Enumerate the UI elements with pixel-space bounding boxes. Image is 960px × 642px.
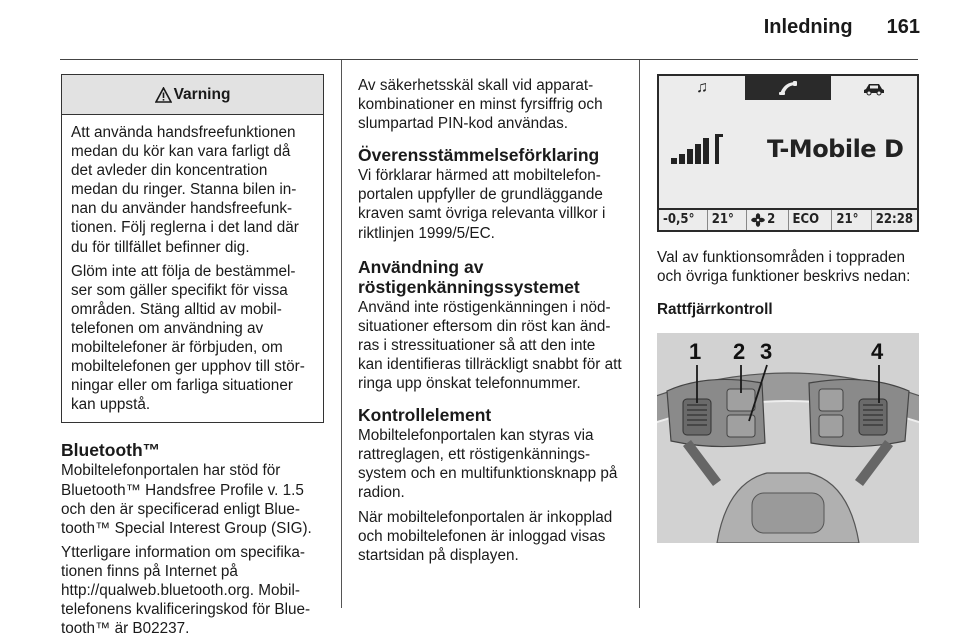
phone-icon bbox=[745, 76, 831, 100]
page-number: 161 bbox=[886, 16, 920, 38]
warning-paragraph: Glöm inte att följa de bestämmel-ser som gäller specifikt för vissa områden. Stäng alltid av mobil-telefonen om användning av mobiltelefoner är förbjuden, om mobiltelefonen ger upphov till stör-ningar eller om farliga situationer kan uppstå. bbox=[71, 262, 305, 414]
bluetooth-heading: Bluetooth™ bbox=[61, 440, 161, 461]
bluetooth-paragraph: Mobiltelefonportalen har stöd för Bluetooth™ Handsfree Profile v. 1.5 och den är specificerad enligt Blue-tooth™ Special Interest Group (SIG). bbox=[61, 462, 312, 537]
callout-label: 4 bbox=[871, 339, 884, 365]
chapter-title: Inledning bbox=[763, 16, 853, 38]
clock: 22:28 bbox=[871, 210, 913, 229]
music-note-icon: ♫ bbox=[696, 79, 708, 97]
display-caption: Val av funktionsområden i toppraden och övriga funktioner beskrivs nedan: bbox=[657, 249, 911, 286]
phone-display-illustration bbox=[657, 74, 919, 232]
fan-level-value: 2 bbox=[767, 212, 776, 228]
column-2 bbox=[358, 76, 623, 570]
car-icon bbox=[831, 76, 917, 100]
warning-body bbox=[62, 115, 323, 422]
steering-wheel-illustration bbox=[657, 333, 919, 543]
pin-paragraph: Av säkerhetsskäl skall vid apparat-kombinationer en minst fyrsiffrig och slumpartad PIN-kod användas. bbox=[358, 77, 603, 133]
display-tab-bar bbox=[659, 76, 917, 100]
right-temperature: 21° bbox=[831, 210, 858, 229]
bluetooth-paragraph: Ytterligare information om specifika-tionen finns på Internet på http://qualweb.bluetooth.org. Mobil-telefonens kvalificeringskod för Blue-tooth™ är B02237. bbox=[61, 543, 311, 638]
conformity-heading: Överensstämmelseförklaring bbox=[358, 145, 600, 166]
display-status-bar bbox=[659, 208, 917, 230]
column-1 bbox=[61, 74, 324, 642]
controls-paragraph: Mobiltelefonportalen kan styras via rattreglagen, ett röstigenkännings-system och en multifunktionsknapp på radion. bbox=[358, 427, 618, 502]
controls-paragraph: När mobiltelefonportalen är inkopplad och mobiltelefonen är inloggad visas startsidan på displayen. bbox=[358, 508, 613, 564]
header-rule bbox=[60, 59, 918, 60]
climate-mode: ECO bbox=[788, 210, 820, 229]
warning-header bbox=[62, 75, 323, 115]
conformity-paragraph: Vi förklarar härmed att mobiltelefon-portalen uppfyller de grundläggande kraven samt övriga relevanta villkor i riktlinjen 1999/5/EC. bbox=[358, 167, 606, 242]
network-provider: T-Mobile D bbox=[767, 135, 904, 163]
warning-box bbox=[61, 74, 324, 423]
outside-temperature: -0,5° bbox=[663, 212, 695, 228]
controls-heading: Kontrollelement bbox=[358, 405, 492, 426]
fan-icon bbox=[751, 213, 765, 227]
display-screen bbox=[659, 76, 917, 230]
wheel-heading: Rattfjärrkontroll bbox=[657, 301, 773, 319]
left-temperature: 21° bbox=[707, 210, 734, 229]
voice-heading: Användning av röstigenkänningssystemet bbox=[358, 256, 580, 297]
callout-label: 3 bbox=[760, 339, 773, 365]
warning-title: Varning bbox=[173, 85, 231, 103]
fan-level bbox=[746, 210, 775, 229]
column-3 bbox=[657, 74, 919, 543]
steering-wheel-drawing bbox=[657, 333, 919, 543]
callout-label: 1 bbox=[689, 339, 702, 365]
page-header bbox=[764, 16, 920, 52]
warning-triangle-icon bbox=[155, 87, 172, 103]
voice-paragraph: Använd inte röstigenkänningen i nöd-situationer eftersom din röst kan änd-ras i stressituationer så att den inte kan identifieras tillräckligt snabbt för att ringa upp önskat telefonnummer. bbox=[358, 298, 622, 393]
signal-strength-icon bbox=[671, 124, 731, 168]
column-divider-2 bbox=[639, 60, 640, 608]
column-divider-1 bbox=[341, 60, 342, 608]
warning-paragraph: Att använda handsfreefunktionen medan du kör kan vara farligt då det avleder din koncentration medan du ringer. Stanna bilen in-nan du använder handsfreefunk-tionen. Följ reglerna i det land där du för tillfället befinner dig. bbox=[71, 124, 299, 256]
callout-label: 2 bbox=[733, 339, 746, 365]
